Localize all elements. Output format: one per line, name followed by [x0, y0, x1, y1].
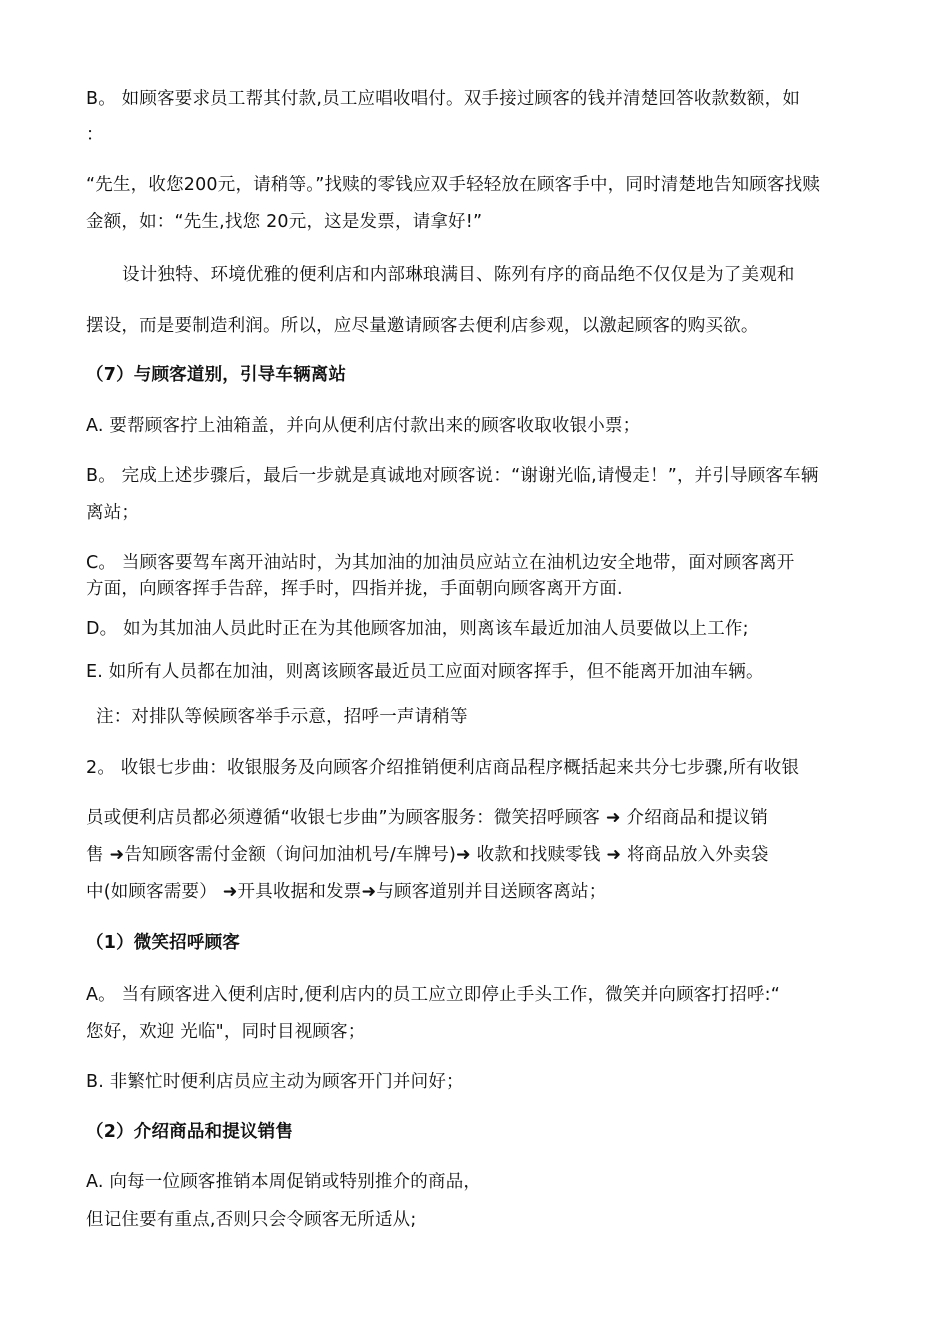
text-line: 但记住要有重点,否则只会令顾客无所适从;: [86, 1210, 417, 1230]
section-heading: （7）与顾客道别，引导车辆离站: [86, 365, 347, 385]
text-line: 设计独特、环境优雅的便利店和内部琳琅满目、陈列有序的商品绝不仅仅是为了美观和: [122, 265, 795, 285]
text-line: B. 非繁忙时便利店员应主动为顾客开门并问好；: [86, 1072, 464, 1092]
text-line: 摆设，而是要制造利润。所以，应尽量邀请顾客去便利店参观，以激起顾客的购买欲。: [86, 316, 759, 336]
note-line: 注：对排队等候顾客举手示意，招呼一声请稍等: [96, 707, 468, 727]
text-line: 方面，向顾客挥手告辞，挥手时，四指并拢，手面朝向顾客离开方面.: [86, 579, 623, 599]
text-line: C。 当顾客要驾车离开油站时，为其加油的加油员应站立在油机边安全地带，面对顾客离开: [86, 553, 795, 573]
text-line: A。 当有顾客进入便利店时,便利店内的员工应立即停止手头工作，微笑并向顾客打招呼:“: [86, 985, 780, 1005]
section-heading: （2）介绍商品和提议销售: [86, 1122, 294, 1142]
text-line: 售 ➜告知顾客需付金额（询问加油机号/车牌号)➜ 收款和找赎零钱 ➜ 将商品放入外卖袋: [86, 845, 769, 865]
text-line: 2。 收银七步曲：收银服务及向顾客介绍推销便利店商品程序概括起来共分七步骤,所有收银: [86, 758, 800, 778]
text-line: A. 向每一位顾客推销本周促销或特别推介的商品，: [86, 1172, 482, 1192]
text-line: “先生，收您200元，请稍等。”找赎的零钱应双手轻轻放在顾客手中，同时清楚地告知顾客找赎: [86, 175, 821, 195]
text-line: A. 要帮顾客拧上油箱盖，并向从便利店付款出来的顾客收取收银小票；: [86, 416, 641, 436]
text-line: ：: [86, 125, 104, 145]
text-line: B。 如顾客要求员工帮其付款,员工应唱收唱付。双手接过顾客的钱并清楚回答收款数额，如: [86, 89, 801, 109]
text-line: 离站；: [86, 503, 140, 523]
text-line: B。 完成上述步骤后，最后一步就是真诚地对顾客说：“谢谢光临,请慢走！”，并引导顾客车辆: [86, 466, 819, 486]
text-line: 您好，欢迎 光临"，同时目视顾客；: [86, 1022, 366, 1042]
text-line: 员或便利店员都必须遵循“收银七步曲”为顾客服务：微笑招呼顾客 ➜ 介绍商品和提议销: [86, 808, 769, 828]
text-line: 中(如顾客需要） ➜开具收据和发票➜与顾客道别并目送顾客离站；: [86, 882, 607, 902]
text-line: D。 如为其加油人员此时正在为其他顾客加油，则离该车最近加油人员要做以上工作;: [86, 619, 749, 639]
text-line: 金额，如：“先生,找您 20元，这是发票，请拿好!”: [86, 212, 483, 232]
section-heading: （1）微笑招呼顾客: [86, 933, 240, 953]
text-line: E. 如所有人员都在加油，则离该顾客最近员工应面对顾客挥手，但不能离开加油车辆。: [86, 662, 764, 682]
